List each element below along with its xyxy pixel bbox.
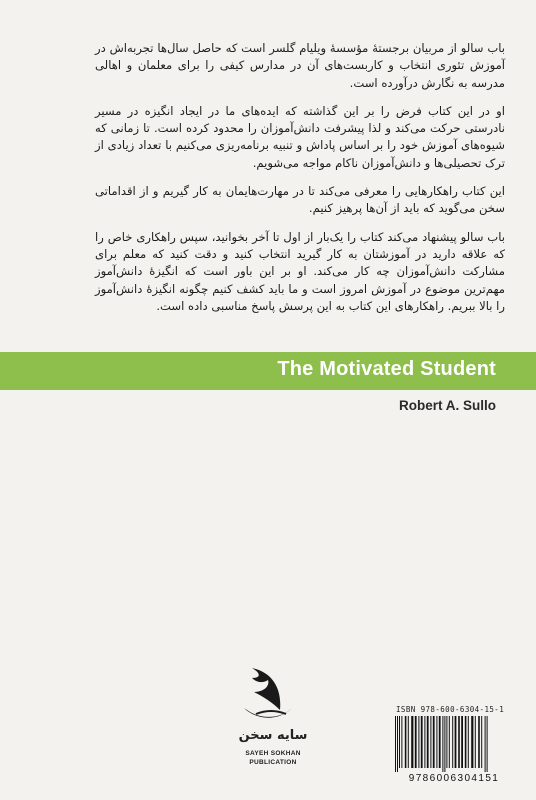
isbn-barcode: [394, 716, 516, 772]
book-title: The Motivated Student: [277, 358, 496, 380]
blurb-paragraph-3: این کتاب راهکارهایی را معرفی می‌کند تا در مهارت‌هایمان به کار گیریم و از اقداماتی سخن می‌گوید که باید از آن‌ها پرهیز کنیم.: [95, 184, 505, 216]
blurb-paragraph-2: او در این کتاب فرض را بر این گذاشته که ایده‌های ما در ایجاد انگیزه در مسیر نادرستی حرکت می‌کند و لذا پیشرفت دانش‌آموزان را محدود کرده است. تا زمانی که شیوه‌های آموزش خود را بر اساس پاداش و تنبیه برنامه‌ریزی می‌کنیم با تعداد زیادی از ترک تحصیلی‌ها و دانش‌آموزان ناکام مواجه می‌شویم.: [95, 103, 505, 170]
blurb-paragraph-1: باب سالو از مربیان برجستهٔ مؤسسهٔ ویلیام گلسر است که حاصل سال‌ها تجربه‌اش در آموزش تئوری انتخاب و کاربست‌های آن در مدارس کیفی را برای معلمان و اهالی مدرسه به نگارش درآورده است.: [95, 41, 505, 90]
feather-pen-icon: [242, 662, 304, 726]
publisher-subtitle: PUBLICATION: [249, 759, 297, 766]
isbn-label: ISBN 978-600-6304-15-1: [396, 705, 505, 714]
book-author: Robert A. Sullo: [399, 398, 496, 413]
publisher-name-english: SAYEH SOKHAN: [245, 750, 301, 757]
barcode-number: 9786006304151: [408, 773, 500, 784]
publisher-name-persian: سایه سخن: [238, 728, 308, 743]
back-cover-blurb: [95, 40, 505, 326]
publisher-logo: [228, 662, 318, 772]
title-band: [0, 352, 536, 390]
blurb-paragraph-4: باب سالو پیشنهاد می‌کند کتاب را یک‌بار از اول تا آخر بخوانید، سپس راهکاری خاص را که علاقه دارید در آموزشتان به کار گیرید انتخاب کنید و دقت کنید که معلم برای مشارکت دانش‌آموزان چه کار می‌کند. او بر این باور است که انگیزهٔ دانش‌آموز مهم‌ترین موضوع در آموزش امروز است و ما باید کشف کنیم چگونه انگیزهٔ دانش‌آموز را بالا ببریم. راهکارهای این کتاب به این پرسش پاسخ مناسبی داده است.: [95, 229, 505, 313]
